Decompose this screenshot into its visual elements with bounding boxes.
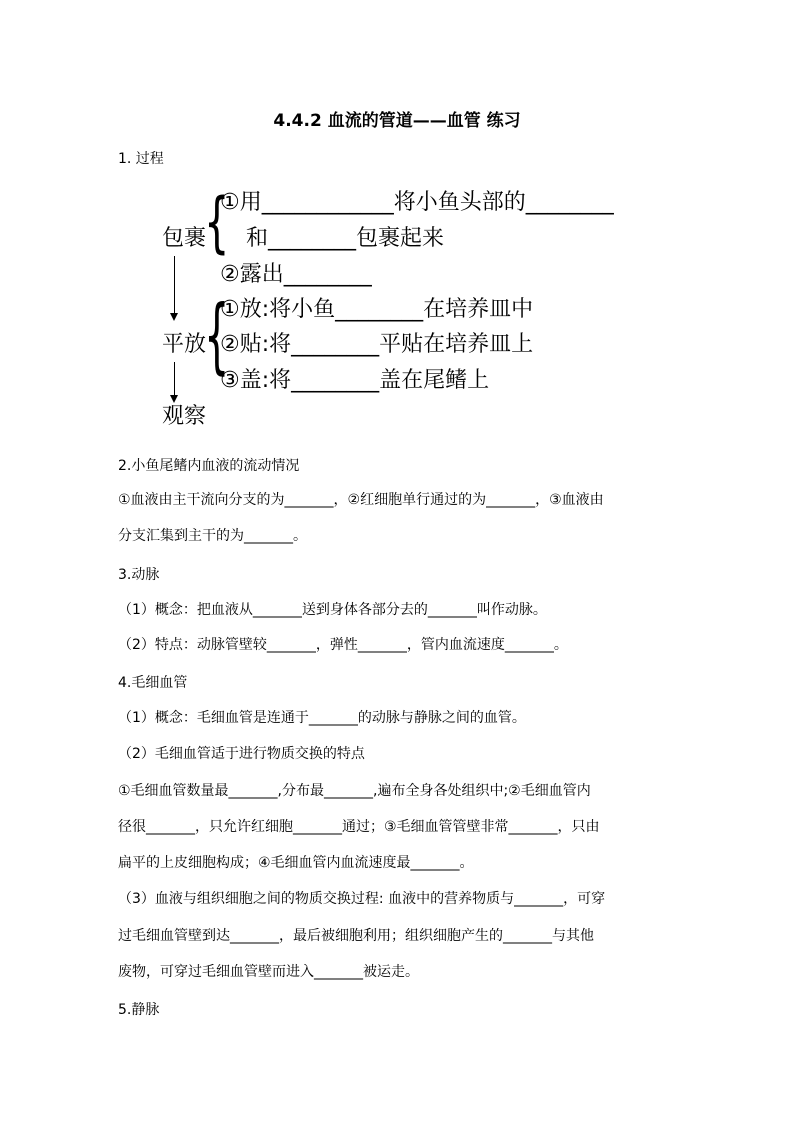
pingfang-brace: { <box>204 289 230 385</box>
q1-heading: 1. 过程 <box>118 151 164 167</box>
arrow-down-icon <box>170 313 178 321</box>
q5-heading: 5.静脉 <box>118 1002 160 1018</box>
q4-heading: 4.毛细血管 <box>118 675 188 691</box>
q2-line2: 分支汇集到主干的为_______。 <box>118 528 307 544</box>
q4-line2: （2）毛细血管适于进行物质交换的特点 <box>118 746 365 762</box>
q4-line8: 废物，可穿过毛细血管壁而进入_______被运走。 <box>118 964 419 980</box>
baoguo-label: 包裹 <box>162 226 207 251</box>
q4-line5: 扁平的上皮细胞构成；④毛细血管内血流速度最_______。 <box>118 855 474 871</box>
baoguo-brace: { <box>204 185 230 261</box>
baoguo-line2: 和________包裹起来 <box>246 226 445 251</box>
q4-line6: （3）血液与组织细胞之间的物质交换过程: 血液中的营养物质与_______，可穿 <box>118 891 606 907</box>
q2-heading: 2.小鱼尾鳍内血液的流动情况 <box>118 458 300 474</box>
page-title: 4.4.2 血流的管道——血管 练习 <box>273 111 521 131</box>
q4-line3: ①毛细血管数量最_______,分布最_______,遍布全身各处组织中;②毛细血管内 <box>118 783 591 799</box>
baoguo-line1: ①用____________将小鱼头部的________ <box>220 190 614 215</box>
pingfang-line1: ①放:将小鱼________在培养皿中 <box>220 297 534 322</box>
q3-line1: （1）概念：把血液从_______送到身体各部分去的_______叫作动脉。 <box>118 602 547 618</box>
baoguo-line3: ②露出________ <box>220 262 372 287</box>
arrow-shaft-2 <box>174 362 175 396</box>
q3-heading: 3.动脉 <box>118 567 160 583</box>
guancha-label: 观察 <box>162 404 207 429</box>
q3-line2: （2）特点：动脉管壁较_______，弹性_______，管内血流速度_______。 <box>118 637 568 653</box>
pingfang-label: 平放 <box>162 332 207 357</box>
pingfang-line2: ②贴:将________平贴在培养皿上 <box>220 332 534 357</box>
q4-line7: 过毛细血管壁到达_______，最后被细胞利用；组织细胞产生的_______与其他 <box>118 928 594 944</box>
pingfang-line3: ③盖:将________盖在尾鳍上 <box>220 368 490 393</box>
q4-line4: 径很_______，只允许红细胞_______通过；③毛细血管管壁非常_______，只由 <box>118 819 600 835</box>
arrow-shaft-1 <box>174 256 175 314</box>
q2-line1: ①血液由主干流向分支的为_______，②红细胞单行通过的为_______，③血液由 <box>118 492 604 508</box>
q4-line1: （1）概念：毛细血管是连通于_______的动脉与静脉之间的血管。 <box>118 710 526 726</box>
